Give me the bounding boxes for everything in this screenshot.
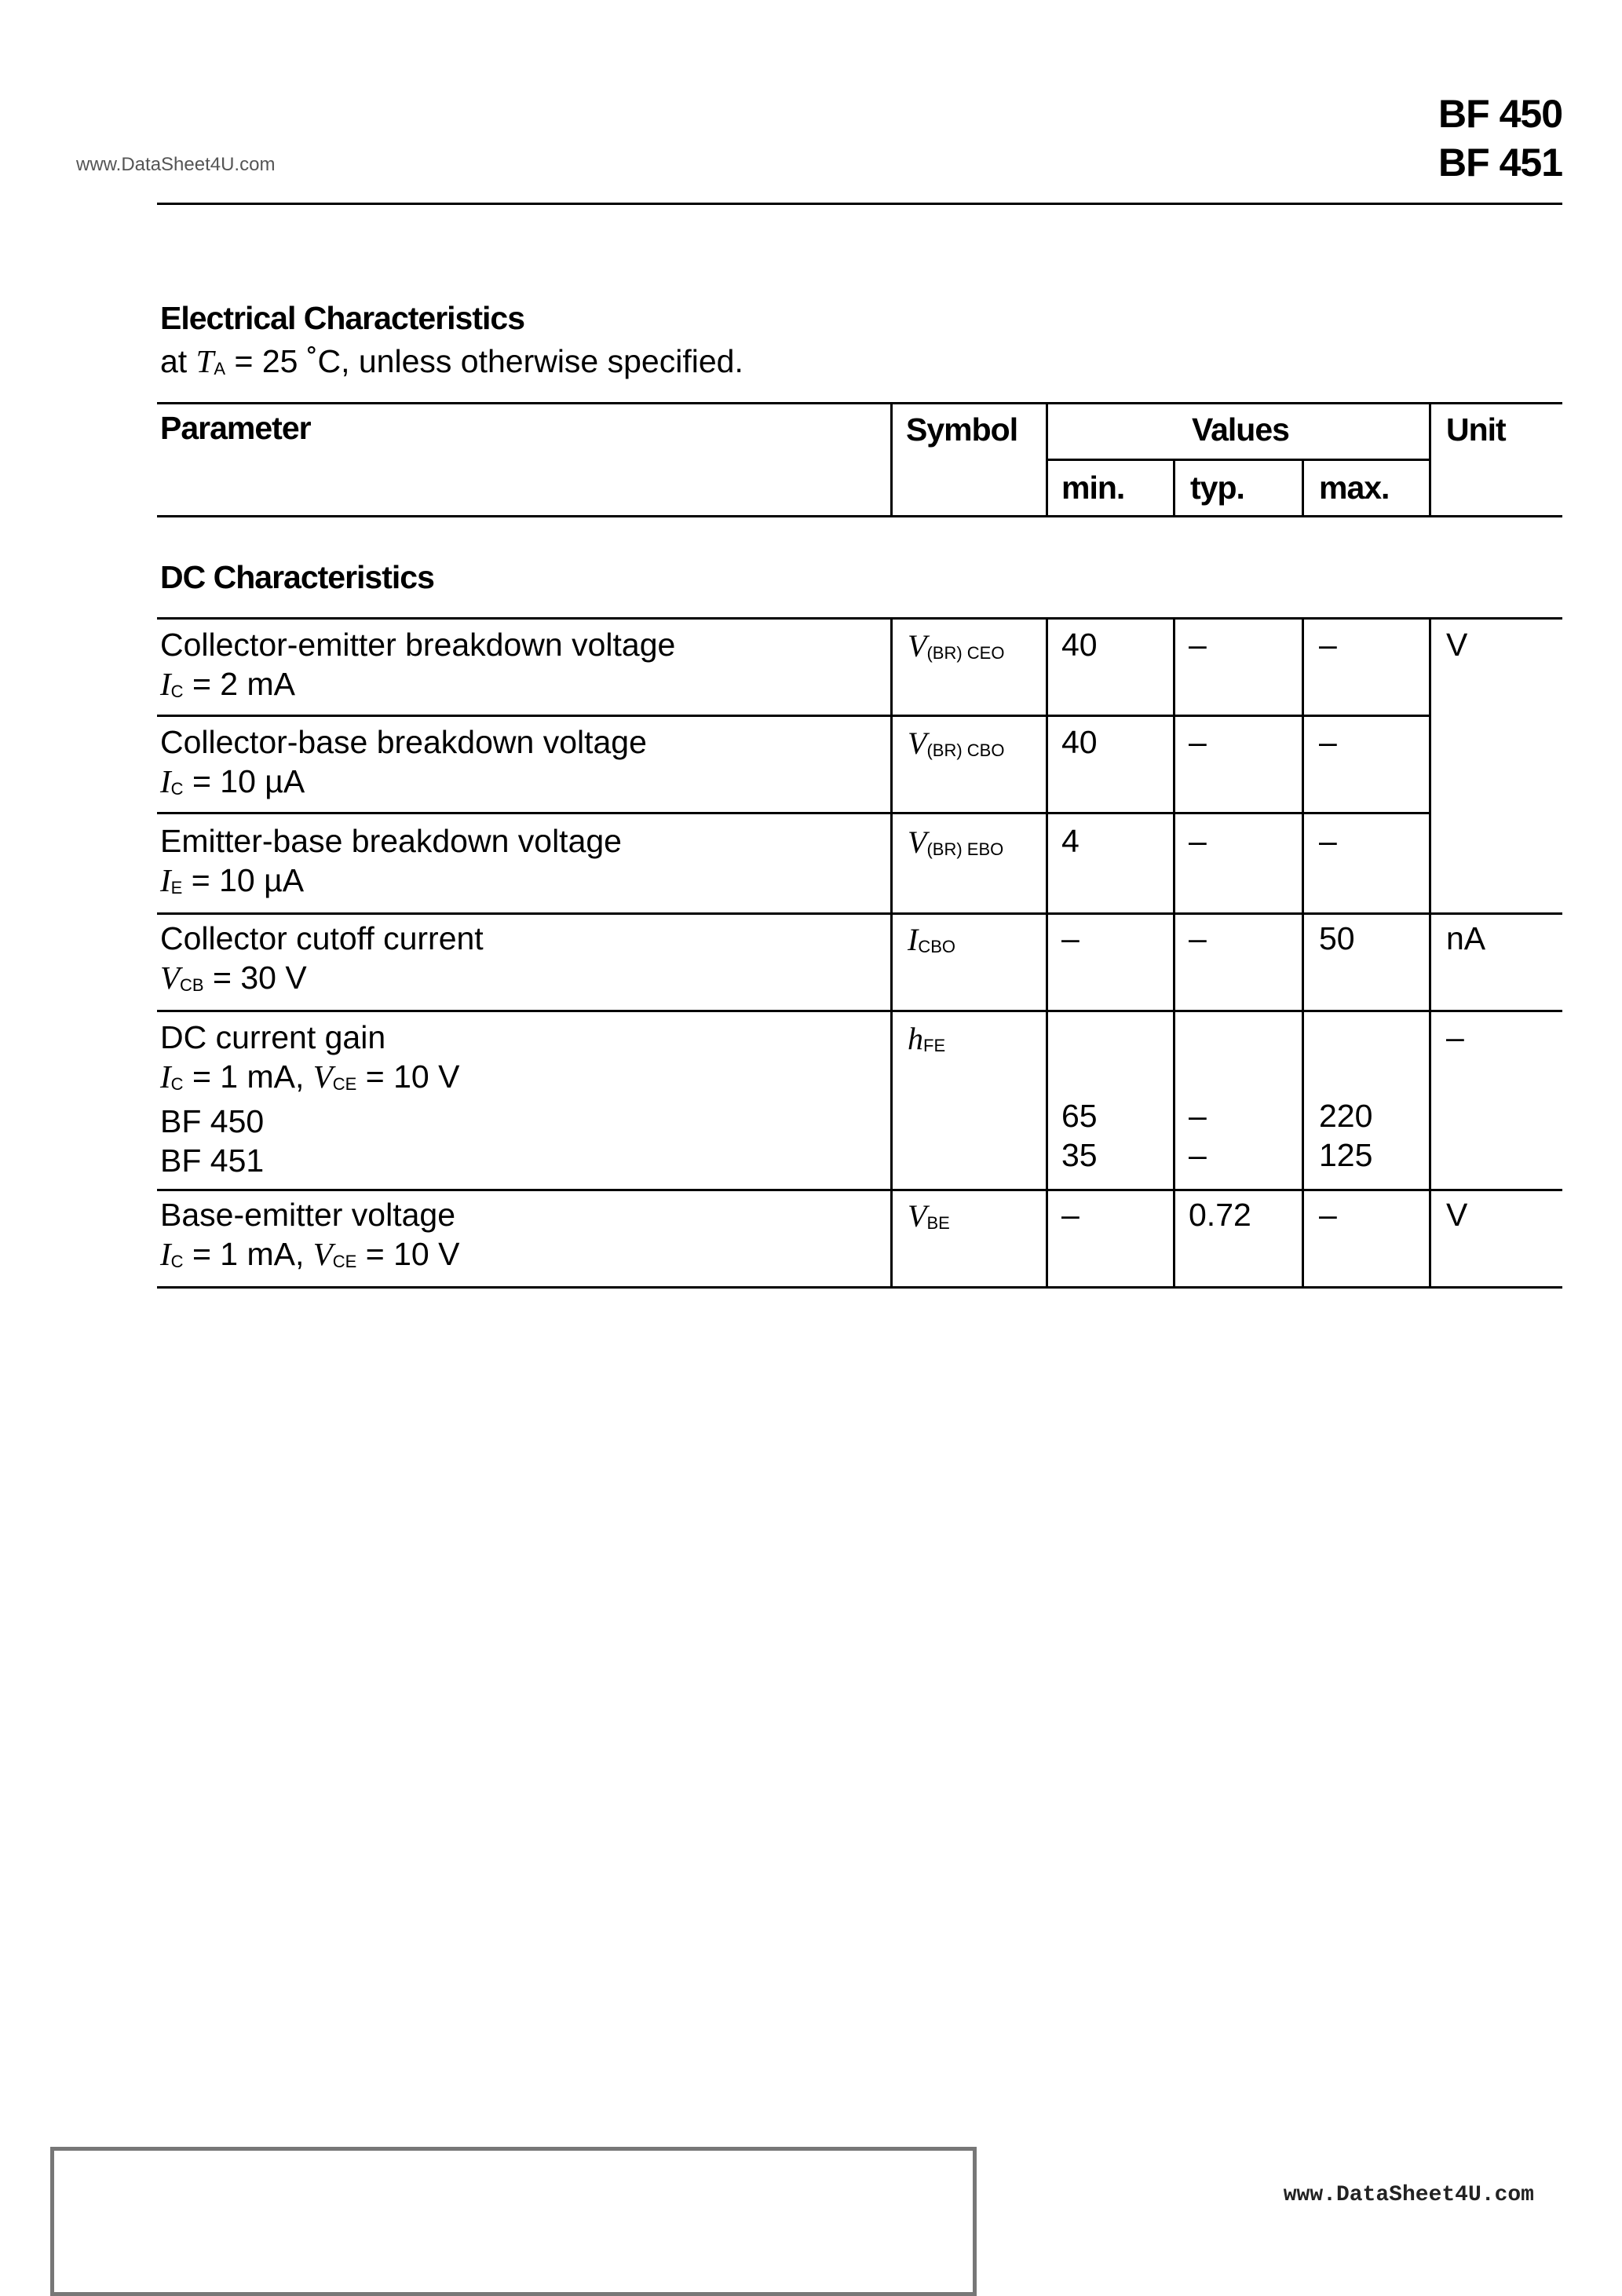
part-number-2: BF 451 xyxy=(1438,141,1562,185)
row-2-min: 40 xyxy=(1061,724,1098,760)
body-top-rule xyxy=(157,617,1562,620)
row-rule-1 xyxy=(157,715,1430,717)
row-rule-5 xyxy=(157,1189,1562,1191)
row-2-parameter: Collector-base breakdown voltage $I_C = 10$ µA xyxy=(160,724,647,799)
row-3-min: 4 xyxy=(1061,823,1080,859)
body-divider-typ xyxy=(1173,617,1175,1288)
row-1-typ: – xyxy=(1189,627,1207,663)
header-max: max. xyxy=(1319,470,1390,506)
header-divider-symbol xyxy=(890,402,893,517)
body-divider-max xyxy=(1302,617,1304,1288)
header-unit: Unit xyxy=(1446,411,1506,448)
row-2-symbol: $V_{(BR) CBO}$ xyxy=(908,726,1005,761)
row-1-max: – xyxy=(1319,627,1337,663)
row-6-unit: V xyxy=(1446,1197,1468,1233)
section-subtitle: at $T_A = 25$ ˚C, unless otherwise specified. xyxy=(160,343,743,379)
row-5-min: 65 35 xyxy=(1061,1098,1098,1173)
row-4-parameter: Collector cutoff current $V_{CB} = 30$ V xyxy=(160,920,484,996)
row-5-max: 220 125 xyxy=(1319,1098,1373,1173)
row-5-variant-1: BF 450 xyxy=(160,1103,265,1139)
row-3-symbol: $V_{(BR) EBO}$ xyxy=(908,824,1004,860)
body-divider-min xyxy=(1046,617,1048,1288)
row-6-parameter: Base-emitter voltage $I_C = 1$ mA, $V_{CE} = 10$ V xyxy=(160,1197,460,1272)
row-2-max: – xyxy=(1319,724,1337,760)
row-6-min: – xyxy=(1061,1197,1080,1233)
header-values: Values xyxy=(1192,411,1289,448)
section-title: Electrical Characteristics xyxy=(160,300,524,336)
body-bottom-rule xyxy=(157,1286,1562,1289)
body-divider-symbol xyxy=(890,617,893,1288)
row-rule-4 xyxy=(157,1010,1562,1012)
row-4-typ: – xyxy=(1189,920,1207,956)
row-4-min: – xyxy=(1061,920,1080,956)
header-bottom-rule xyxy=(157,515,1562,517)
row-5-symbol: $h_{FE}$ xyxy=(908,1021,946,1056)
header-divider-typ xyxy=(1173,459,1175,517)
row-rule-2 xyxy=(157,812,1430,814)
header-divider-max xyxy=(1302,459,1304,517)
row-3-parameter: Emitter-base breakdown voltage $I_E = 10$ µA xyxy=(160,823,622,898)
header-min: min. xyxy=(1061,470,1125,506)
header-rule xyxy=(157,203,1562,205)
table-top-rule xyxy=(157,402,1562,404)
watermark-top: www.DataSheet4U.com xyxy=(76,154,276,175)
row-6-symbol: $V_{BE}$ xyxy=(908,1198,950,1234)
header-symbol: Symbol xyxy=(906,411,1018,448)
row-3-typ: – xyxy=(1189,823,1207,859)
footer-box xyxy=(50,2147,977,2296)
row-4-symbol: $I_{CBO}$ xyxy=(908,922,956,957)
row-5-unit: – xyxy=(1446,1019,1464,1055)
row-5-parameter: DC current gain $I_C = 1$ mA, $V_{CE} = 10$ V BF 450 BF 451 xyxy=(160,1019,460,1179)
row-4-unit: nA xyxy=(1446,920,1486,956)
header-divider-values xyxy=(1046,402,1048,517)
header-parameter: Parameter xyxy=(160,410,311,446)
header-typ: typ. xyxy=(1190,470,1244,506)
row-4-max: 50 xyxy=(1319,920,1355,956)
watermark-bottom: www.DataSheet4U.com xyxy=(1283,2183,1534,2207)
header-divider-unit xyxy=(1429,402,1431,517)
row-6-max: – xyxy=(1319,1197,1337,1233)
values-sub-rule xyxy=(1046,459,1429,461)
row-3-max: – xyxy=(1319,823,1337,859)
dc-characteristics-title: DC Characteristics xyxy=(160,559,434,595)
row-2-typ: – xyxy=(1189,724,1207,760)
row-1-symbol: $V_{(BR) CEO}$ xyxy=(908,628,1005,664)
row-5-variant-2: BF 451 xyxy=(160,1143,265,1179)
row-1-parameter: Collector-emitter breakdown voltage $I_C = 2$ mA xyxy=(160,627,676,702)
part-number-1: BF 450 xyxy=(1438,92,1562,136)
row-rule-3 xyxy=(157,912,1562,915)
row-5-typ: – – xyxy=(1189,1098,1207,1173)
row-6-typ: 0.72 xyxy=(1189,1197,1251,1233)
row-1-unit: V xyxy=(1446,627,1468,663)
body-divider-unit xyxy=(1429,617,1431,1288)
row-1-min: 40 xyxy=(1061,627,1098,663)
